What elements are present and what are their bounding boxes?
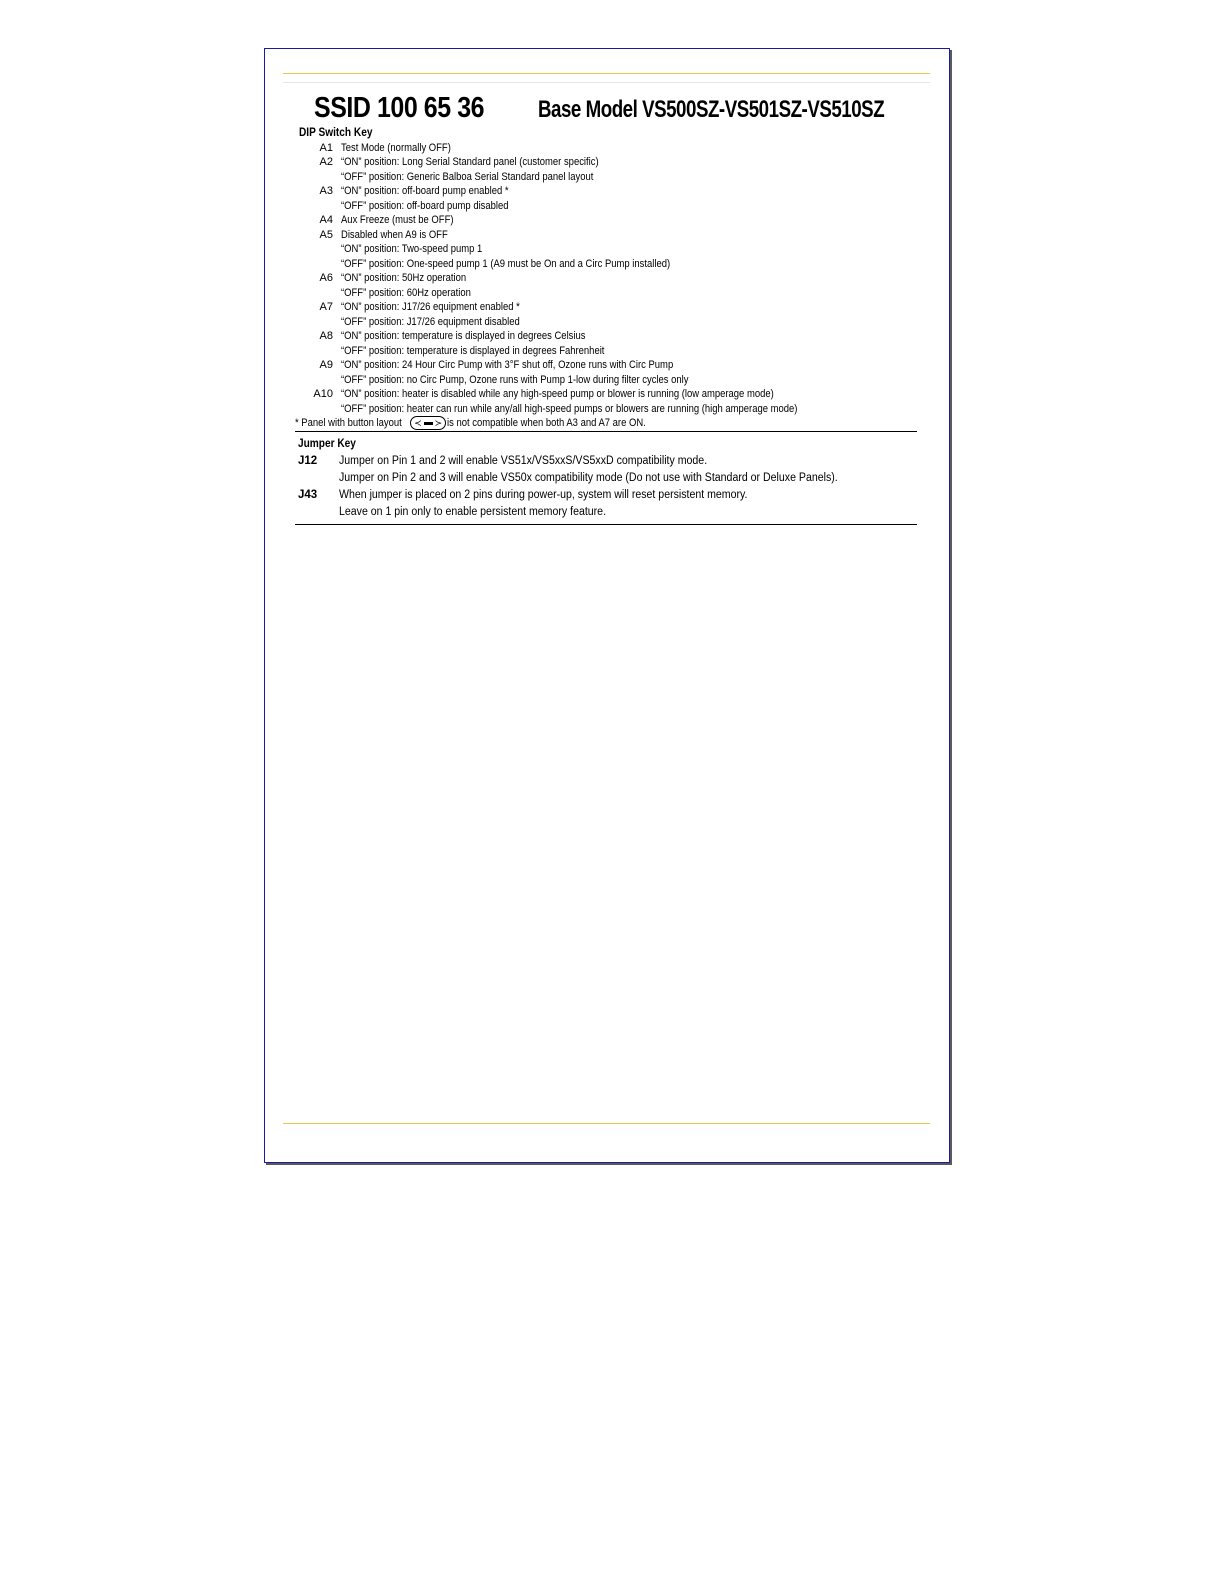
dip-switch-line: “ON” position: J17/26 equipment enabled *	[341, 301, 520, 313]
dip-switch-item	[295, 387, 925, 416]
dip-switch-line: “ON” position: off-board pump enabled *	[341, 185, 509, 197]
jumper-line: Jumper on Pin 1 and 2 will enable VS51x/VS5xxS/VS5xxD compatibility mode.	[339, 454, 708, 467]
dip-switch-item	[295, 141, 925, 156]
dip-switch-line: “OFF” position: 60Hz operation	[341, 286, 471, 299]
footnote-prefix: * Panel with button layout	[295, 417, 402, 429]
dip-switch-code: A3	[319, 185, 333, 197]
dip-switch-description	[341, 228, 925, 272]
title-row	[314, 92, 885, 125]
jumper-line: Jumper on Pin 2 and 3 will enable VS50x compatibility mode (Do not use with Standard or Deluxe Panels).	[339, 471, 838, 484]
dip-switch-line: “OFF” position: Generic Balboa Serial Standard panel layout	[341, 170, 594, 183]
dip-switch-item	[295, 213, 925, 228]
dip-footnote	[295, 416, 925, 431]
dip-switch-item	[295, 358, 925, 387]
dip-switch-line: “OFF” position: J17/26 equipment disabled	[341, 315, 520, 328]
jumper-description	[339, 487, 925, 521]
jumper-line: When jumper is placed on 2 pins during power-up, system will reset persistent memory.	[339, 488, 748, 501]
dip-switch-line: “ON” position: temperature is displayed in degrees Celsius	[341, 330, 586, 342]
dip-switch-line: Test Mode (normally OFF)	[341, 141, 451, 154]
jumper-line: Leave on 1 pin only to enable persistent memory feature.	[339, 505, 607, 518]
end-divider	[295, 524, 917, 526]
footnote-suffix: is not compatible when both A3 and A7 are ON.	[447, 417, 646, 429]
dip-switch-code: A4	[319, 214, 333, 226]
dip-switch-code: A2	[319, 156, 333, 168]
dip-switch-code: A7	[319, 301, 333, 313]
top-sub-rule	[283, 82, 930, 83]
jumper-item	[295, 453, 925, 487]
base-model-title: Base Model VS500SZ-VS501SZ-VS510SZ	[538, 96, 885, 123]
dip-switch-list	[295, 141, 925, 417]
dip-switch-description	[341, 358, 925, 387]
jumper-code: J43	[298, 488, 318, 501]
content	[295, 126, 925, 525]
dip-switch-item	[295, 271, 925, 300]
panel-button-layout-icon: ≺ ≻	[410, 416, 446, 430]
jumper-code: J12	[298, 454, 318, 467]
dip-switch-line: Disabled when A9 is OFF	[341, 228, 448, 241]
jumper-heading: Jumper Key	[298, 438, 356, 450]
dip-switch-description	[341, 329, 925, 358]
dip-switch-line: “ON” position: 50Hz operation	[341, 272, 467, 284]
document-page	[264, 48, 950, 1163]
dip-switch-line: “OFF” position: off-board pump disabled	[341, 199, 509, 212]
dip-switch-description	[341, 213, 925, 228]
bottom-gold-rule	[283, 1123, 930, 1124]
dip-switch-heading: DIP Switch Key	[299, 127, 373, 139]
section-divider	[295, 431, 917, 433]
dip-switch-description	[341, 300, 925, 329]
top-gold-rule	[283, 73, 930, 74]
dip-switch-description	[341, 184, 925, 213]
dip-switch-code: A1	[319, 141, 333, 154]
dip-switch-line: “ON” position: heater is disabled while any high-speed pump or blower is running (low amperage mode)	[341, 388, 774, 400]
dip-switch-code: A10	[313, 388, 333, 400]
dip-switch-description	[341, 387, 925, 416]
dip-switch-description	[341, 271, 925, 300]
jumper-list	[295, 453, 925, 521]
ssid-title: SSID 100 65 36	[314, 92, 485, 124]
dip-switch-item	[295, 300, 925, 329]
dip-switch-description	[341, 141, 925, 156]
dip-switch-line: “ON” position: Long Serial Standard panel (customer specific)	[341, 156, 599, 168]
dip-switch-item	[295, 228, 925, 272]
dip-switch-line: “OFF” position: heater can run while any/all high-speed pumps or blowers are running (high amperage mode)	[341, 402, 798, 415]
dip-switch-code: A5	[319, 228, 333, 241]
dip-switch-line: “OFF” position: no Circ Pump, Ozone runs with Pump 1-low during filter cycles only	[341, 373, 689, 386]
dip-switch-line: “OFF” position: temperature is displayed in degrees Fahrenheit	[341, 344, 605, 357]
dip-switch-line: “ON” position: Two-speed pump 1	[341, 243, 483, 255]
dip-switch-code: A6	[319, 272, 333, 284]
dip-switch-code: A8	[319, 330, 333, 342]
dip-switch-line: “ON” position: 24 Hour Circ Pump with 3°F shut off, Ozone runs with Circ Pump	[341, 359, 674, 371]
jumper-section	[295, 437, 925, 521]
dip-switch-code: A9	[319, 359, 333, 371]
dip-switch-line: “OFF” position: One-speed pump 1 (A9 must be On and a Circ Pump installed)	[341, 257, 671, 270]
dip-switch-item	[295, 329, 925, 358]
dip-switch-item	[295, 184, 925, 213]
jumper-item	[295, 487, 925, 521]
dip-switch-description	[341, 155, 925, 184]
jumper-description	[339, 453, 925, 487]
dip-switch-line: Aux Freeze (must be OFF)	[341, 214, 454, 226]
dip-switch-item	[295, 155, 925, 184]
